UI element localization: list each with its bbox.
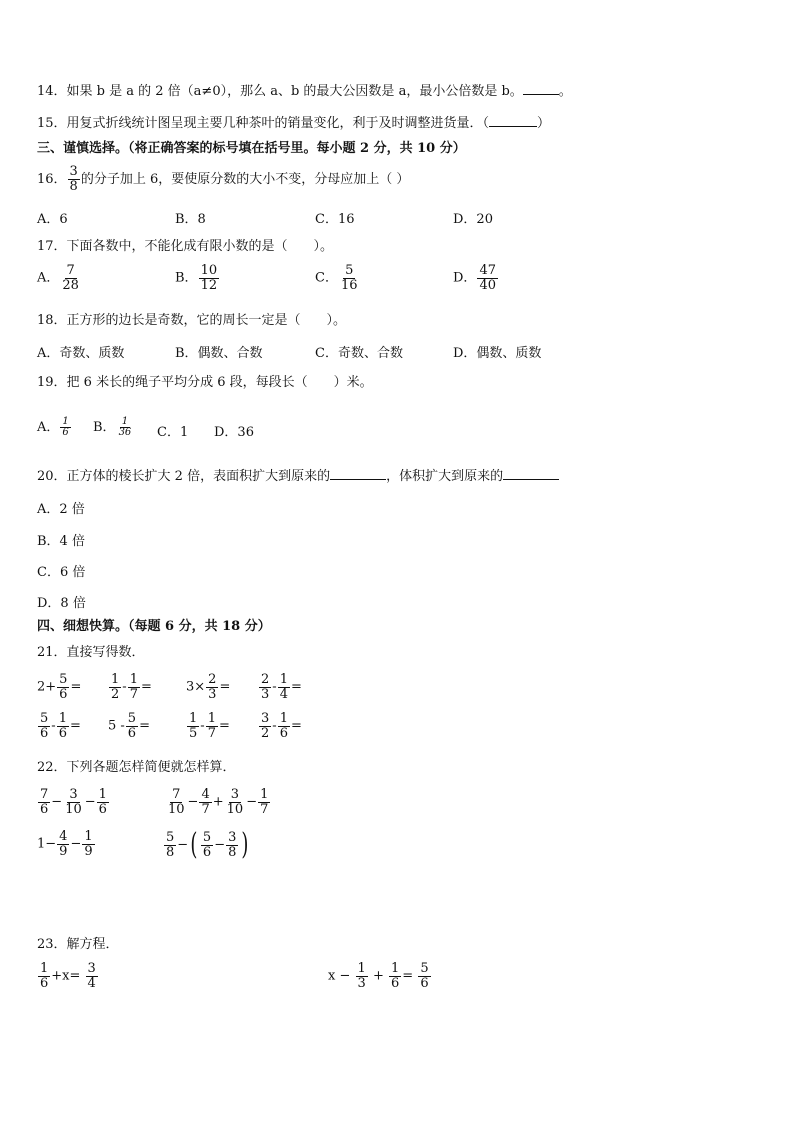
question-17-text: 17．下面各数中，不能化成有限小数的是（ ）。 (37, 239, 334, 254)
q17-option-a[interactable]: A． $\frac{7}{28}$ (37, 263, 79, 293)
q21-item: $\frac{1}{2}$ - $\frac{1}{7}$ = (111, 672, 152, 702)
q21-item: $\frac{5}{6}$ - $\frac{1}{6}$ = (40, 711, 81, 741)
q17-option-b[interactable]: B． $\frac{10}{12}$ (175, 263, 218, 293)
q22-expression-1: $\frac{7}{6}$ − $\frac{3}{10}$ − $\frac{1}{6}$ (40, 787, 107, 817)
q17-option-c[interactable]: C． $\frac{5}{16}$ (315, 263, 358, 293)
q22-expression-4: $\frac{5}{8}$ −( $\frac{5}{6}$ − $\frac{3}{8}$ ) (166, 827, 249, 862)
question-14-text: 14．如果 b 是 a 的 2 倍（a≠0），那么 a、b 的最大公因数是 a，最小公倍数是 b。 (37, 84, 523, 99)
question-18-text: 18．正方形的边长是奇数，它的周长一定是（ ）。 (37, 313, 347, 328)
q21-item: $\frac{3}{2}$ - $\frac{1}{6}$ = (261, 711, 302, 741)
q22-expression-3: 1− $\frac{4}{9}$ − $\frac{1}{9}$ (37, 829, 93, 859)
q16-option-d[interactable]: D．20 (453, 212, 493, 227)
q22-expression-2: $\frac{7}{10}$ − $\frac{4}{7}$ + $\frac{3}{10}$ − $\frac{1}{7}$ (168, 787, 269, 817)
q19-option-b[interactable]: B． $\frac{1}{36}$ (93, 415, 132, 438)
question-16-text: 的分子加上 6，要使原分数的大小不变，分母应加上（ ） (80, 172, 410, 187)
question-14: 14．如果 b 是 a 的 2 倍（a≠0），那么 a、b 的最大公因数是 a，最小公倍数是 b。 。 (37, 84, 572, 99)
question-20: 20．正方体的棱长扩大 2 倍，表面积扩大到原来的 ，体积扩大到原来的 (37, 468, 559, 486)
q20-option-a[interactable]: A．2 倍 (37, 502, 85, 517)
q20-option-b[interactable]: B．4 倍 (37, 534, 85, 549)
q21-item: $\frac{2}{3}$ - $\frac{1}{4}$ = (261, 672, 302, 702)
section-3-heading: 三、谨慎选择。（将正确答案的标号填在括号里。每小题 2 分，共 10 分） (37, 141, 466, 156)
q19-option-d[interactable]: D．36 (214, 425, 254, 440)
question-19-text: 19．把 6 米长的绳子平均分成 6 段，每段长（ ）米。 (37, 375, 373, 390)
fraction: $\frac{3}{8}$ (69, 164, 78, 194)
q19-option-a[interactable]: A． $\frac{1}{6}$ (37, 415, 69, 438)
q18-option-d[interactable]: D．偶数、质数 (453, 346, 542, 361)
question-16: 16． $\frac{3}{8}$ 的分子加上 6，要使原分数的大小不变，分母应加上（ ） (37, 164, 410, 194)
section-4-heading: 四、细想快算。（每题 6 分，共 18 分） (37, 619, 271, 634)
question-15-text: 15．用复式折线统计图呈现主要几种茶叶的销量变化，利于及时调整进货量．（ (37, 116, 490, 131)
answer-blank[interactable] (330, 479, 386, 480)
q20-option-c[interactable]: C．6 倍 (37, 565, 86, 580)
q21-item: 3× $\frac{2}{3}$ = (186, 672, 231, 702)
q21-item: 2+ $\frac{5}{6}$ = (37, 672, 82, 702)
q16-option-a[interactable]: A．6 (37, 212, 68, 227)
answer-blank[interactable] (489, 126, 537, 127)
question-21-text: 21．直接写得数． (37, 645, 145, 660)
q21-item: 5 - $\frac{5}{6}$ = (108, 711, 150, 741)
answer-blank[interactable] (503, 479, 559, 480)
q17-option-d[interactable]: D． $\frac{47}{40}$ (453, 263, 496, 293)
q23-equation-1: $\frac{1}{6}$ +x= $\frac{3}{4}$ (40, 961, 96, 991)
q18-option-a[interactable]: A．奇数、质数 (37, 346, 125, 361)
question-23-text: 23．解方程． (37, 937, 119, 952)
q18-option-b[interactable]: B．偶数、合数 (175, 346, 263, 361)
q19-option-c[interactable]: C．1 (157, 425, 189, 440)
q20-option-d[interactable]: D．8 倍 (37, 596, 86, 611)
q23-equation-2: x − $\frac{1}{3}$ + $\frac{1}{6}$ = $\frac{5}{6}$ (328, 961, 429, 991)
answer-blank[interactable] (523, 94, 559, 95)
question-22-text: 22．下列各题怎样简便就怎样算． (37, 760, 236, 775)
q16-option-b[interactable]: B．8 (175, 212, 206, 227)
question-15: 15．用复式折线统计图呈现主要几种茶叶的销量变化，利于及时调整进货量．（ ） (37, 116, 551, 131)
q18-option-c[interactable]: C．奇数、合数 (315, 346, 403, 361)
q21-item: $\frac{1}{5}$ - $\frac{1}{7}$ = (189, 711, 230, 741)
q16-option-c[interactable]: C．16 (315, 212, 355, 227)
